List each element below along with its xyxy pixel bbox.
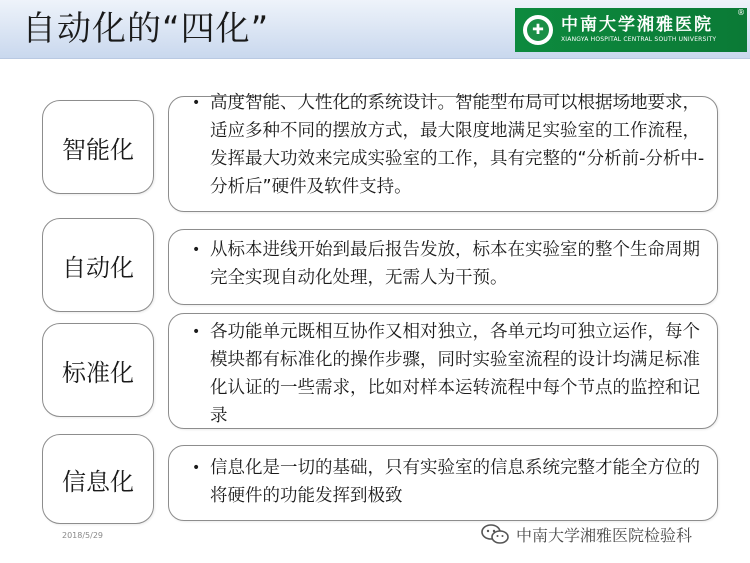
bullet-icon: • (192, 324, 201, 340)
row-text-automation: • 从标本进线开始到最后报告发放，标本在实验室的整个生命周期完全实现自动化处理，无需人为干预。 (192, 236, 712, 292)
wechat-icon (480, 523, 510, 545)
row-text-informatization: • 信息化是一切的基础，只有实验室的信息系统完整才能全方位的将硬件的功能发挥到极致 (192, 454, 712, 510)
row-label-automation: 自动化 (42, 218, 154, 312)
row-label-standardization: 标准化 (42, 323, 154, 417)
logo-name-cn: 中南大学湘雅医院 (561, 15, 713, 35)
row-text-intelligent: • 高度智能、人性化的系统设计。智能型布局可以根据场地要求，适应多种不同的摆放方式，最大限度地满足实验室的工作流程，发挥最大功效来完成实验室的工作，具有完整的“分析前-分析中-分析后”硬件及软件支持。 (192, 89, 712, 201)
bullet-icon: • (192, 242, 201, 258)
bullet-icon: • (192, 460, 201, 476)
slide-title: 自动化的“四化” (22, 9, 270, 49)
hospital-seal-icon: ✚ (523, 15, 553, 45)
wechat-watermark (480, 522, 692, 546)
watermark-text: 中南大学湘雅医院检验科 (516, 525, 693, 545)
hospital-logo (515, 8, 747, 52)
row-text-standardization: • 各功能单元既相互协作又相对独立，各单元均可独立运作，每个模块都有标准化的操作步骤，同时实验室流程的设计均满足标准化认证的一些需求，比如对样本运转流程中每个节点的监控和记录 (192, 318, 712, 430)
row-label-informatization: 信息化 (42, 434, 154, 524)
logo-name-en: XIANGYA HOSPITAL CENTRAL SOUTH UNIVERSITY (561, 36, 717, 43)
slide-header (0, 0, 750, 59)
registered-mark-icon: ® (737, 8, 745, 17)
slide-date: 2018/5/29 (62, 531, 104, 540)
row-label-intelligent: 智能化 (42, 100, 154, 194)
bullet-icon: • (192, 95, 201, 111)
